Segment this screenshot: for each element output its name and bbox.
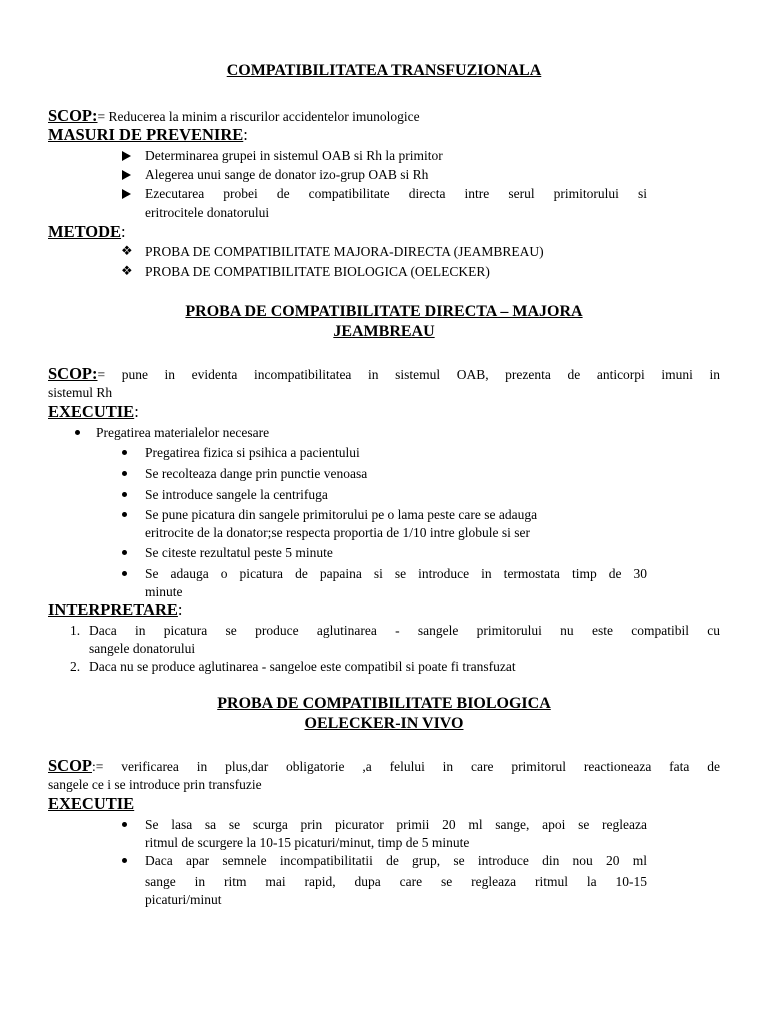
interpretare-number: 2.: [70, 659, 81, 674]
diamond-bullet-icon: ❖: [121, 243, 133, 258]
scop-text: = Reducerea la minim a riscurilor accidentelor imunologice: [97, 109, 420, 124]
step-item-cont: minute: [145, 584, 183, 599]
executie-label: EXECUTIE: [48, 794, 135, 813]
metode-item: PROBA DE COMPATIBILITATE BIOLOGICA (OELECKER): [145, 264, 490, 279]
metode-heading: METODE:: [48, 222, 126, 241]
bullet-dot-icon: [122, 450, 127, 455]
interpretare-number: 1.: [70, 623, 81, 638]
arrow-bullet-icon: [122, 189, 131, 199]
step-item: Se introduce sangele la centrifuga: [145, 487, 328, 502]
exec-step: Se lasa sa se scurga prin picurator primii 20 ml sange, apoi se regleaza: [145, 817, 647, 832]
bullet-dot-icon: [122, 512, 127, 517]
metode-item: PROBA DE COMPATIBILITATE MAJORA-DIRECTA (JEAMBREAU): [145, 244, 544, 259]
interpretare-item: Daca in picatura se produce aglutinarea - sangele primitorului nu este compatibil cu: [89, 623, 720, 638]
step-item: Se citeste rezultatul peste 5 minute: [145, 545, 333, 560]
masuri-item: Ezecutarea probei de compatibilitate directa intre serul primitorului si: [145, 186, 647, 201]
step-item: Se recolteaza dange prin punctie venoasa: [145, 466, 368, 481]
document-title: COMPATIBILITATEA TRANSFUZIONALA: [226, 62, 542, 79]
exec-step-cont: picaturi/minut: [145, 892, 222, 907]
section1-title-line2: JEAMBREAU: [333, 323, 435, 340]
bullet-dot-icon: [122, 471, 127, 476]
arrow-bullet-icon: [122, 151, 131, 161]
section2-scop-line2: sangele ce i se introduce prin transfuzie: [48, 777, 262, 792]
intro-scop: [48, 107, 728, 126]
step-item: Se pune picatura din sangele primitorului pe o lama peste care se adauga: [145, 507, 538, 522]
scop-label: SCOP:: [48, 364, 98, 383]
section1-title-line1: PROBA DE COMPATIBILITATE DIRECTA – MAJORA: [185, 303, 583, 320]
step-item-cont: eritrocite de la donator;se respecta proportia de 1/10 intre globule si ser: [145, 525, 530, 540]
section2-title-line1: PROBA DE COMPATIBILITATE BIOLOGICA: [217, 695, 551, 712]
step-item: Pregatirea fizica si psihica a pacientului: [145, 445, 360, 460]
interpretare-heading: INTERPRETARE:: [48, 600, 183, 619]
masuri-item-cont: eritrocitele donatorului: [145, 205, 270, 220]
exec-step: Daca apar semnele incompatibilitatii de grup, se introduce din nou 20 ml: [145, 853, 647, 868]
section2-executie-heading: [48, 795, 134, 814]
bullet-dot-icon: [122, 822, 127, 827]
step-item: Se adauga o picatura de papaina si se introduce in termostata timp de 30: [145, 566, 647, 581]
exec-step-cont: sange in ritm mai rapid, dupa care se regleaza ritmul la 10-15: [145, 874, 647, 889]
scop-label: SCOP: [48, 756, 93, 775]
bullet-dot-icon: [122, 550, 127, 555]
masuri-heading: MASURI DE PREVENIRE:: [48, 125, 248, 144]
section1-scop-line2: sistemul Rh: [48, 385, 113, 400]
section1-executie-heading: EXECUTIE:: [48, 402, 139, 421]
arrow-bullet-icon: [122, 170, 131, 180]
interpretare-label: INTERPRETARE: [48, 600, 178, 619]
scop-label: SCOP:: [48, 106, 98, 125]
metode-label: METODE: [48, 222, 122, 241]
bullet-dot-icon: [122, 492, 127, 497]
bullet-dot-icon: [122, 571, 127, 576]
section2-title-line2: OELECKER-IN VIVO: [304, 715, 464, 732]
bullet-dot-icon: [75, 430, 80, 435]
diamond-bullet-icon: ❖: [121, 263, 133, 278]
section2-scop-line1: SCOP:= verificarea in plus,dar obligatorie ,a felului in care primitorul reactioneaza fata de: [48, 756, 720, 775]
bullet-dot-icon: [122, 858, 127, 863]
interpretare-item: Daca nu se produce aglutinarea - sangeloe este compatibil si poate fi transfuzat: [89, 659, 516, 674]
masuri-item: Determinarea grupei in sistemul OAB si Rh la primitor: [145, 148, 443, 163]
interpretare-item-cont: sangele donatorului: [89, 641, 196, 656]
masuri-label: MASURI DE PREVENIRE: [48, 125, 244, 144]
executie-label: EXECUTIE: [48, 402, 135, 421]
main-bullet: Pregatirea materialelor necesare: [96, 425, 270, 440]
section1-scop-line1: SCOP:= pune in evidenta incompatibilitatea in sistemul OAB, prezenta de anticorpi imuni in: [48, 364, 720, 383]
masuri-item: Alegerea unui sange de donator izo-grup OAB si Rh: [145, 167, 429, 182]
exec-step-cont: ritmul de scurgere la 10-15 picaturi/minut, timp de 5 minute: [145, 835, 470, 850]
